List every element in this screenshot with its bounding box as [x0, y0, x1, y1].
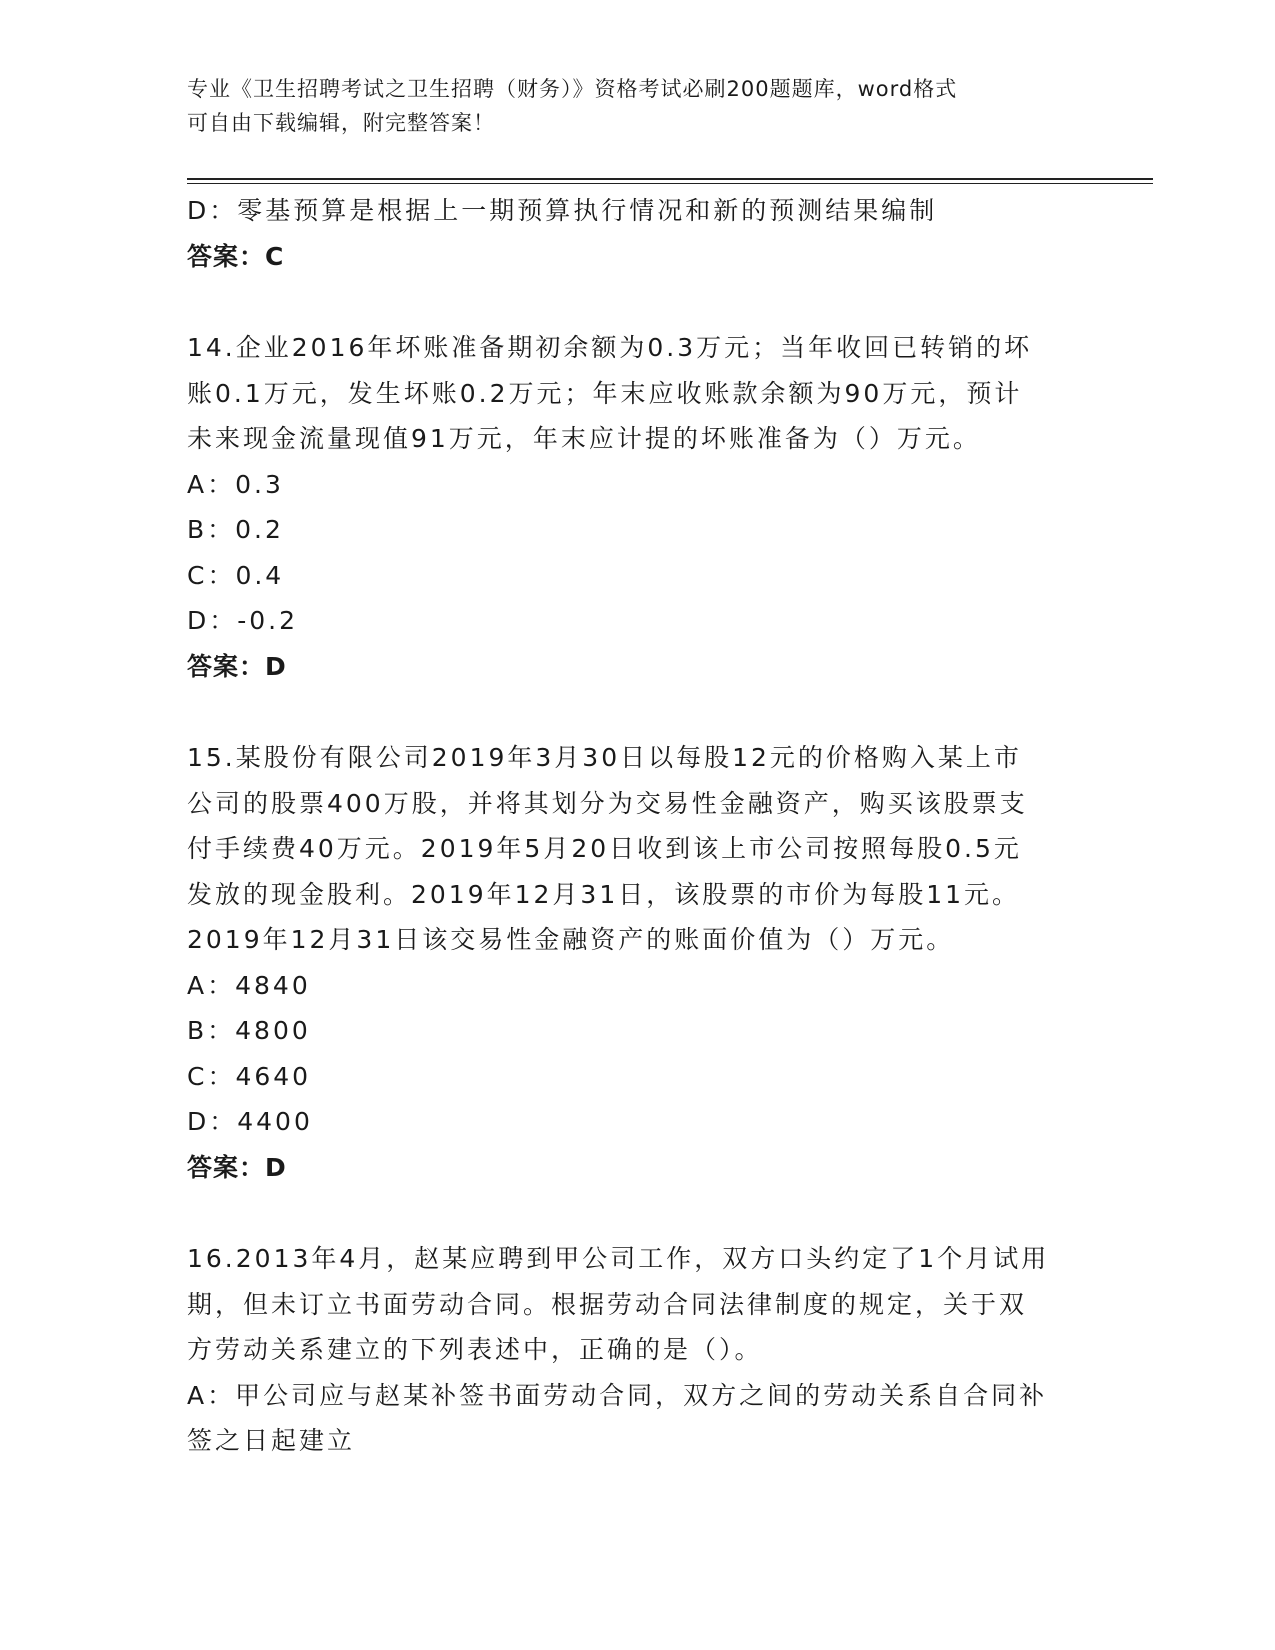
option-a: A：4840 — [187, 970, 311, 1000]
document-header — [187, 72, 1067, 140]
option-a: A：甲公司应与赵某补签书面劳动合同，双方之间的劳动关系自合同补 — [187, 1380, 1048, 1410]
question-13-tail — [187, 188, 1087, 279]
question-stem-line: 15.某股份有限公司2019年3月30日以每股12元的价格购入某上市 — [187, 743, 1022, 772]
question-stem-line: 公司的股票400万股，并将其划分为交易性金融资产，购买该股票支 — [187, 788, 1028, 818]
question-stem-line: 未来现金流量现值91万元，年末应计提的坏账准备为（）万元。 — [187, 424, 981, 453]
question-stem-line: 付手续费40万元。2019年5月20日收到该上市公司按照每股0.5元 — [187, 834, 1022, 863]
option-b: B：4800 — [187, 1016, 311, 1045]
question-stem-line: 方劳动关系建立的下列表述中，正确的是（）。 — [187, 1335, 763, 1364]
question-stem-line: 发放的现金股利。2019年12月31日，该股票的市价为每股11元。 — [187, 879, 1021, 909]
question-16 — [187, 1236, 1087, 1464]
option-d: D：4400 — [187, 1107, 313, 1136]
question-stem-line: 14.企业2016年坏账准备期初余额为0.3万元；当年收回已转销的坏 — [187, 333, 1033, 362]
option-c: C：0.4 — [187, 560, 285, 590]
option-d: D：-0.2 — [187, 606, 299, 635]
question-15 — [187, 735, 1087, 1190]
option-b: B：0.2 — [187, 515, 284, 544]
header-line-1: 专业《卫生招聘考试之卫生招聘（财务）》资格考试必刷200题题库，word格式 — [187, 77, 958, 101]
option-c: C：4640 — [187, 1061, 312, 1091]
question-content — [187, 188, 1087, 1464]
header-line-2: 可自由下载编辑，附完整答案！ — [187, 111, 495, 135]
question-14 — [187, 325, 1087, 689]
spacer — [187, 1190, 1087, 1236]
answer: 答案：D — [187, 1152, 287, 1182]
question-stem-line: 16.2013年4月，赵某应聘到甲公司工作，双方口头约定了1个月试用 — [187, 1244, 1050, 1273]
option-a-continued: 签之日起建立 — [187, 1426, 356, 1455]
answer: 答案：D — [187, 651, 287, 681]
question-stem-line: 2019年12月31日该交易性金融资产的账面价值为（）万元。 — [187, 925, 955, 954]
header-divider-thin — [187, 183, 1153, 184]
header-divider-thick — [187, 178, 1153, 180]
option-a: A：0.3 — [187, 469, 284, 499]
option-d: D：零基预算是根据上一期预算执行情况和新的预测结果编制 — [187, 196, 938, 225]
spacer — [187, 689, 1087, 735]
spacer — [187, 279, 1087, 325]
question-stem-line: 期，但未订立书面劳动合同。根据劳动合同法律制度的规定，关于双 — [187, 1289, 1028, 1319]
answer: 答案：C — [187, 241, 285, 271]
question-stem-line: 账0.1万元，发生坏账0.2万元；年末应收账款余额为90万元，预计 — [187, 378, 1023, 408]
